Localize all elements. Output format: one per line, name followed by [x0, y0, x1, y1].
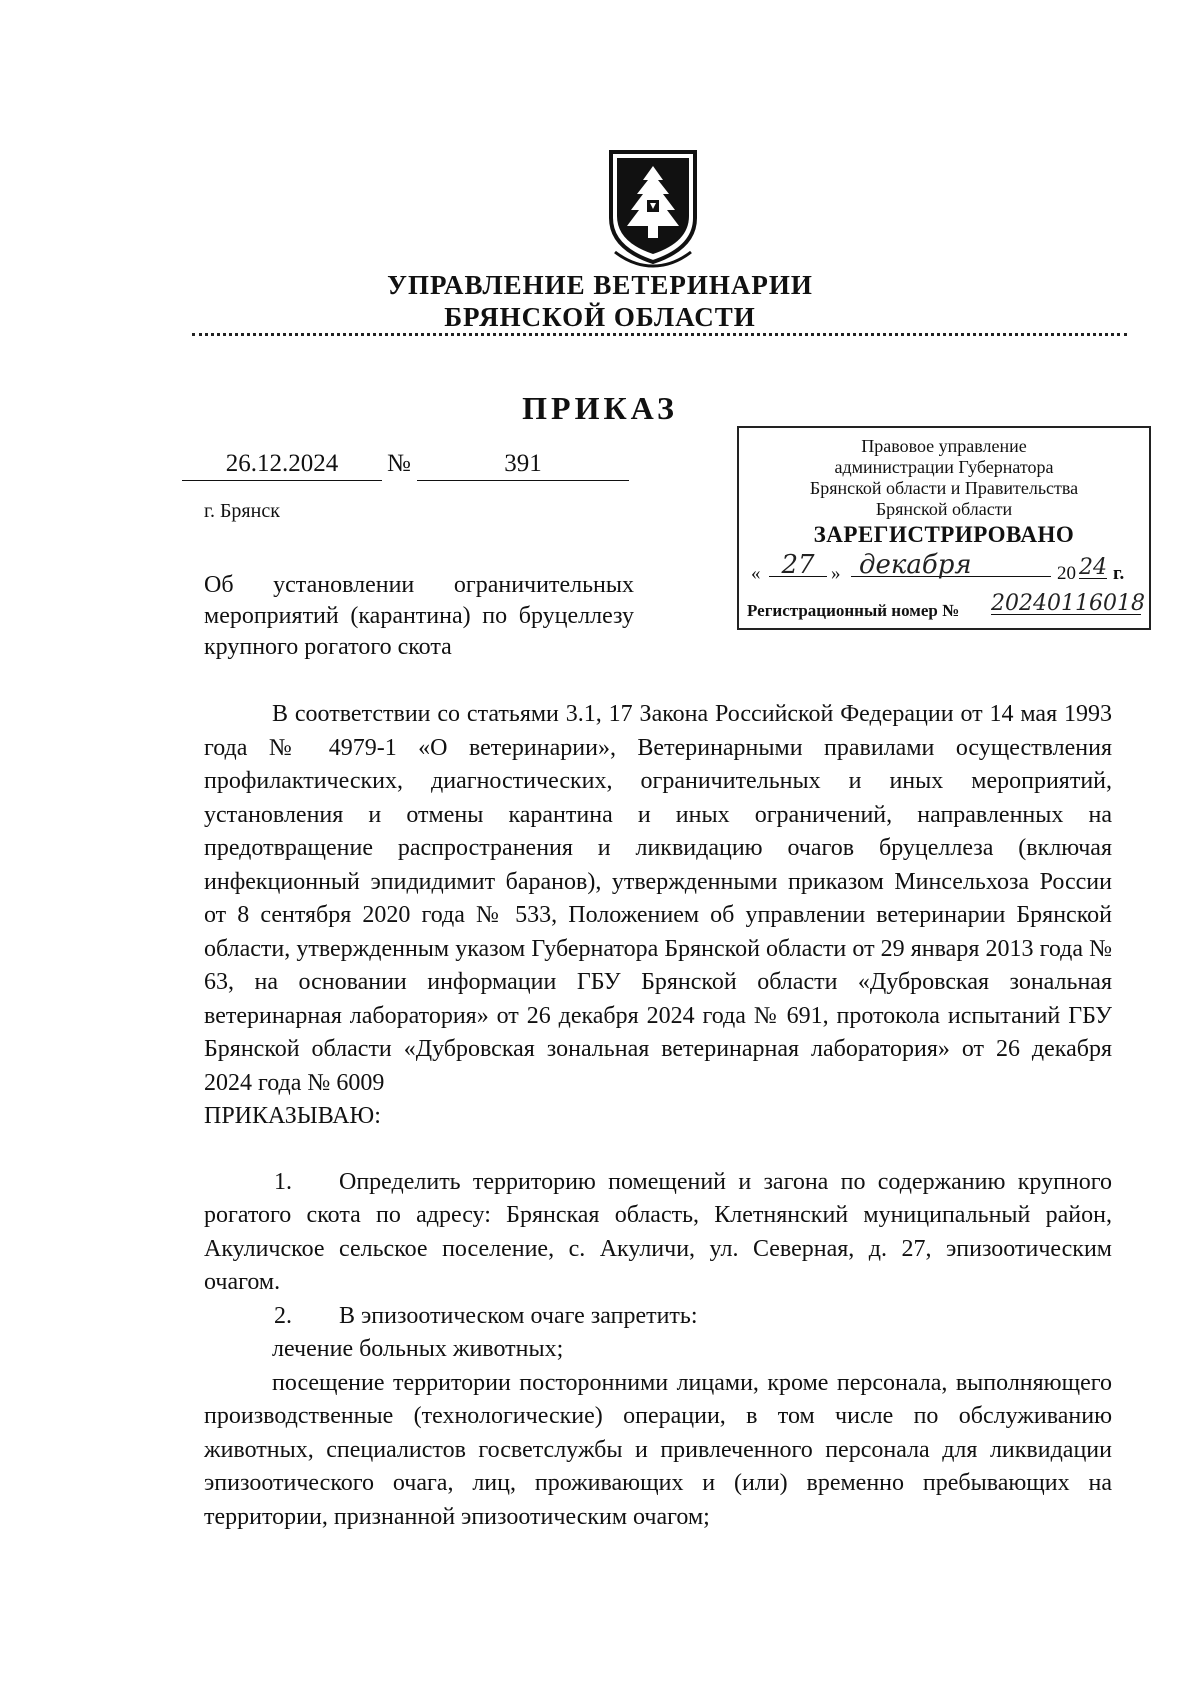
- organization-name-line-2: БРЯНСКОЙ ОБЛАСТИ: [444, 302, 756, 332]
- item-1-text: Определить территорию помещений и загона по содержанию крупного рогатого скота по адресу: Брянская область, Клетнянский муниципальный район, Акуличское сельское поселение, с. Акуличи, ул. Северная, д. 27, эпизоотическим очагом.: [204, 1168, 1112, 1295]
- stamp-date-line: [739, 550, 1151, 591]
- stamp-open-quote: «: [751, 563, 761, 584]
- stamp-close-quote: »: [831, 563, 841, 584]
- stamp-year-suffix: 24: [1079, 555, 1107, 580]
- stamp-day: 27: [769, 555, 827, 577]
- item-2-text: В эпизоотическом очаге запретить:: [339, 1302, 698, 1329]
- order-item-1: [204, 1166, 1112, 1300]
- stamp-year-prefix: 20: [1057, 563, 1076, 584]
- stamp-reg-label: Регистрационный номер №: [747, 601, 960, 620]
- document-body: [204, 698, 1112, 1534]
- header-dotted-divider: [192, 333, 1127, 336]
- item-1-number: 1.: [274, 1168, 292, 1195]
- stamp-reg-number: 20240116018: [991, 591, 1145, 616]
- document-number: 391: [417, 450, 629, 481]
- item-2-number: 2.: [274, 1302, 292, 1329]
- document-city: г. Брянск: [204, 500, 280, 522]
- stamp-line-4: Брянской области: [875, 499, 1013, 519]
- stamp-registered-status: ЗАРЕГИСТРИРОВАНО: [813, 522, 1075, 547]
- document-date: 26.12.2024: [182, 450, 382, 481]
- date-number-line: [182, 450, 632, 486]
- stamp-line-3: Брянской области и Правительства: [809, 478, 1079, 498]
- document-type-title: ПРИКАЗ: [522, 390, 678, 426]
- coat-of-arms-emblem: [603, 148, 703, 268]
- stamp-year-unit: г.: [1113, 563, 1125, 584]
- preamble-paragraph: В соответствии со статьями 3.1, 17 Закона Российской Федерации от 14 мая 1993 года № 4979-1 «О ветеринарии», Ветеринарными правилами осуществления профилактических, диагностических, ограничительных и иных мероприятий, установления и отмены карантина и иных ограничений, направленных на предотвращение распространения и ликвидацию очагов бруцеллеза (включая инфекционный эпидидимит баранов), утвержденными приказом Минсельхоза России от 8 сентября 2020 года № 533, Положением об управлении ветеринарии Брянской области, утвержденным указом Губернатора Брянской области от 29 января 2013 года № 63, на основании информации ГБУ Брянской области «Дубровская зональная ветеринарная лаборатория» от 26 декабря 2024 года № 691, протокола испытаний ГБУ Брянской области «Дубровская зональная ветеринарная лаборатория» от 26 декабря 2024 года № 6009: [204, 701, 1112, 1096]
- stamp-line-2: администрации Губернатора: [834, 457, 1054, 477]
- registration-stamp: [737, 426, 1151, 630]
- order-item-2: [204, 1300, 1112, 1334]
- order-word: ПРИКАЗЫВАЮ:: [204, 1103, 381, 1129]
- item-2-subitem-2: посещение территории посторонними лицами, кроме персонала, выполняющего производственные (технологические) операции, в том числе по обслуживанию животных, специалистов госветслужбы и привлеченного персонала для ликвидации эпизоотического очага, лиц, проживающих и (или) временно пребывающих на территории, признанной эпизоотическим очагом;: [204, 1369, 1112, 1530]
- number-sign: №: [387, 450, 411, 477]
- organization-name-line-1: УПРАВЛЕНИЕ ВЕТЕРИНАРИИ: [387, 270, 813, 300]
- item-2-subitem-1: лечение больных животных;: [272, 1336, 564, 1362]
- stamp-month: декабря: [851, 555, 1051, 577]
- document-subject: Об установлении ограничительных мероприятий (карантина) по бруцеллезу крупного рогатого скота: [204, 572, 634, 660]
- stamp-line-1: Правовое управление: [861, 436, 1027, 456]
